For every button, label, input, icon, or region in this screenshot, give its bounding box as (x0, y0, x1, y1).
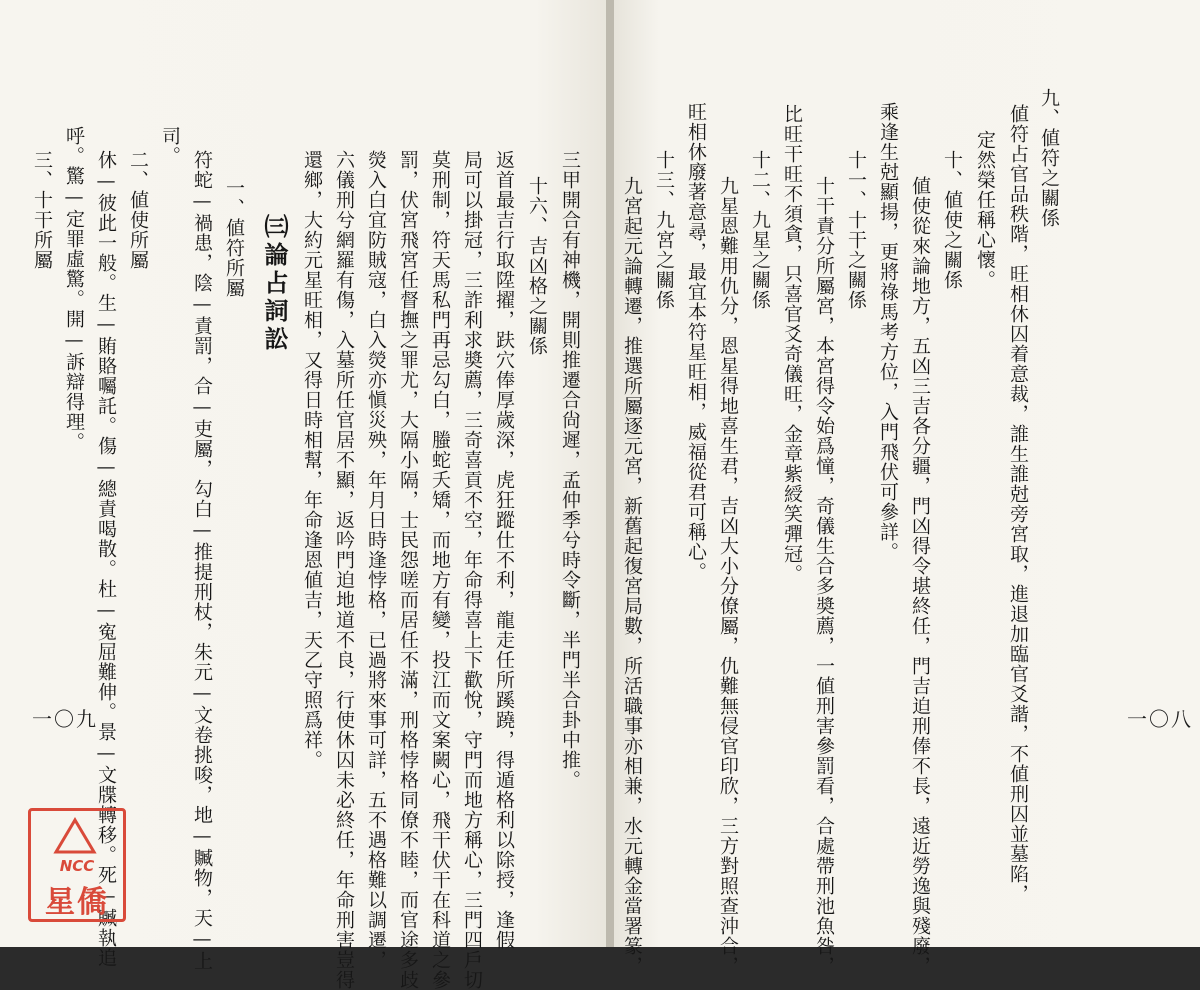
right-col-11: 九星恩難用仇分，恩星得地喜生君，吉凶大小分僚屬，仇難無侵官印欣，三方對照查沖合， (717, 176, 739, 976)
right-page-number: 一〇八 (1127, 707, 1193, 731)
left-col-12: 符蛇—禍患，陰—責罰，合—吏屬，勾白—推提刑杖，朱元—文卷挑唆，地—贓物，天—上 (191, 150, 213, 971)
left-col-17: 三、十干所屬 (31, 150, 53, 270)
left-col-15: 休—彼此一般。生—賄賂囑託。傷—總責喝散。杜—寃屈難伸。景—文牒轉移。死—贓執追 (95, 150, 117, 968)
ncc-watermark-stamp (28, 808, 126, 922)
stamp-name: 星僑 (45, 885, 109, 920)
left-page-number: 一〇九 (32, 707, 98, 731)
left-col-9: 還鄉，大約元星旺相，又得日時相幫，年命逢恩値吉，天乙守照爲祥。 (301, 150, 323, 770)
left-col-6: 罰，伏宮飛宮任督撫之罪尤，大隔小隔，士民怨嗟而居任不滿，刑格悖格同僚不睦，而官途多歧 (397, 150, 419, 990)
left-col-3: 返首最吉行取陞擢，趺穴俸厚歲深，虎狂蹤仕不利，龍走任所蹊蹺，得遁格利以除授，逢假 (493, 150, 515, 950)
right-col-9: 比旺干旺不須貪，只喜官爻奇儀旺，金章紫綬笑彈冠。 (781, 104, 803, 584)
right-col-8: 十干責分所屬宮，本宮得令始爲憧，奇儀生合多奬薦，一値刑害參罰看，合處帶刑池魚咎， (813, 176, 835, 976)
right-col-4: 十、値使之關係 (941, 150, 963, 290)
left-col-11: 一、値符所屬 (223, 178, 245, 298)
right-col-3: 定然榮任稱心懷。 (974, 130, 996, 290)
right-col-6: 乘逢生尅顯揚，更將祿馬考方位，入門飛伏可參詳。 (877, 102, 899, 562)
right-col-7: 十一、十干之關係 (845, 150, 867, 310)
left-col-13: 司。 (159, 126, 181, 166)
triangle-logo-icon (53, 817, 97, 855)
left-col-2: 十六、吉凶格之關係 (526, 176, 548, 356)
right-col-13: 十三、九宮之關係 (653, 150, 675, 310)
right-col-14: 九宮起元論轉遷，推選所屬逐元宮，新舊起復宮局數，所活職事亦相兼，水元轉金當署篆， (621, 176, 643, 976)
right-col-12: 旺相休廢著意尋，最宜本符星旺相，威福從君可稱心。 (685, 102, 707, 582)
left-col-1: 三甲開合有神機，開則推遷合尙遲，孟仲季兮時令斷，半門半合卦中推。 (559, 150, 581, 790)
right-col-10: 十二、九星之關係 (749, 150, 771, 310)
left-col-5: 莫刑制，符天馬私門再忌勾白，螣蛇夭矯，而地方有變，投江而文案闕心，飛干伏干在科道之參 (429, 150, 451, 990)
left-col-8: 六儀刑兮網羅有傷，入墓所任官居不顯，返吟門迫地道不良，行使休囚未必終任，年命刑害豈得 (333, 150, 355, 990)
stamp-label: NCC (59, 857, 95, 875)
right-col-1: 九、値符之關係 (1038, 88, 1060, 228)
book-gutter (606, 0, 614, 947)
left-col-14: 二、値使所屬 (127, 150, 149, 270)
left-col-7: 熒入白宜防賊寇，白入熒亦愼災殃，年月日時逢悖格，已過將來事可詳，五不遇格難以調遷， (365, 150, 387, 970)
right-col-2: 値符占官品秩階，旺相休囚着意裁，誰生誰尅旁宮取，進退加臨官爻諧，不値刑囚並墓陷， (1007, 104, 1029, 904)
section-heading: ㈢論占詞訟 (260, 214, 289, 354)
left-col-4: 局可以掛冠，三詐利求奬薦，三奇喜貢不空，年命得喜上下歡悅，守門而地方稱心，三門四戶切 (461, 150, 483, 990)
left-col-16: 呼。驚—定罪虛驚。開—訴辯得理。 (63, 126, 85, 452)
right-col-5: 値使從來論地方，五凶三吉各分疆，門凶得令堪終任，門吉迫刑俸不長，遠近勞逸與殘廢， (909, 176, 931, 976)
